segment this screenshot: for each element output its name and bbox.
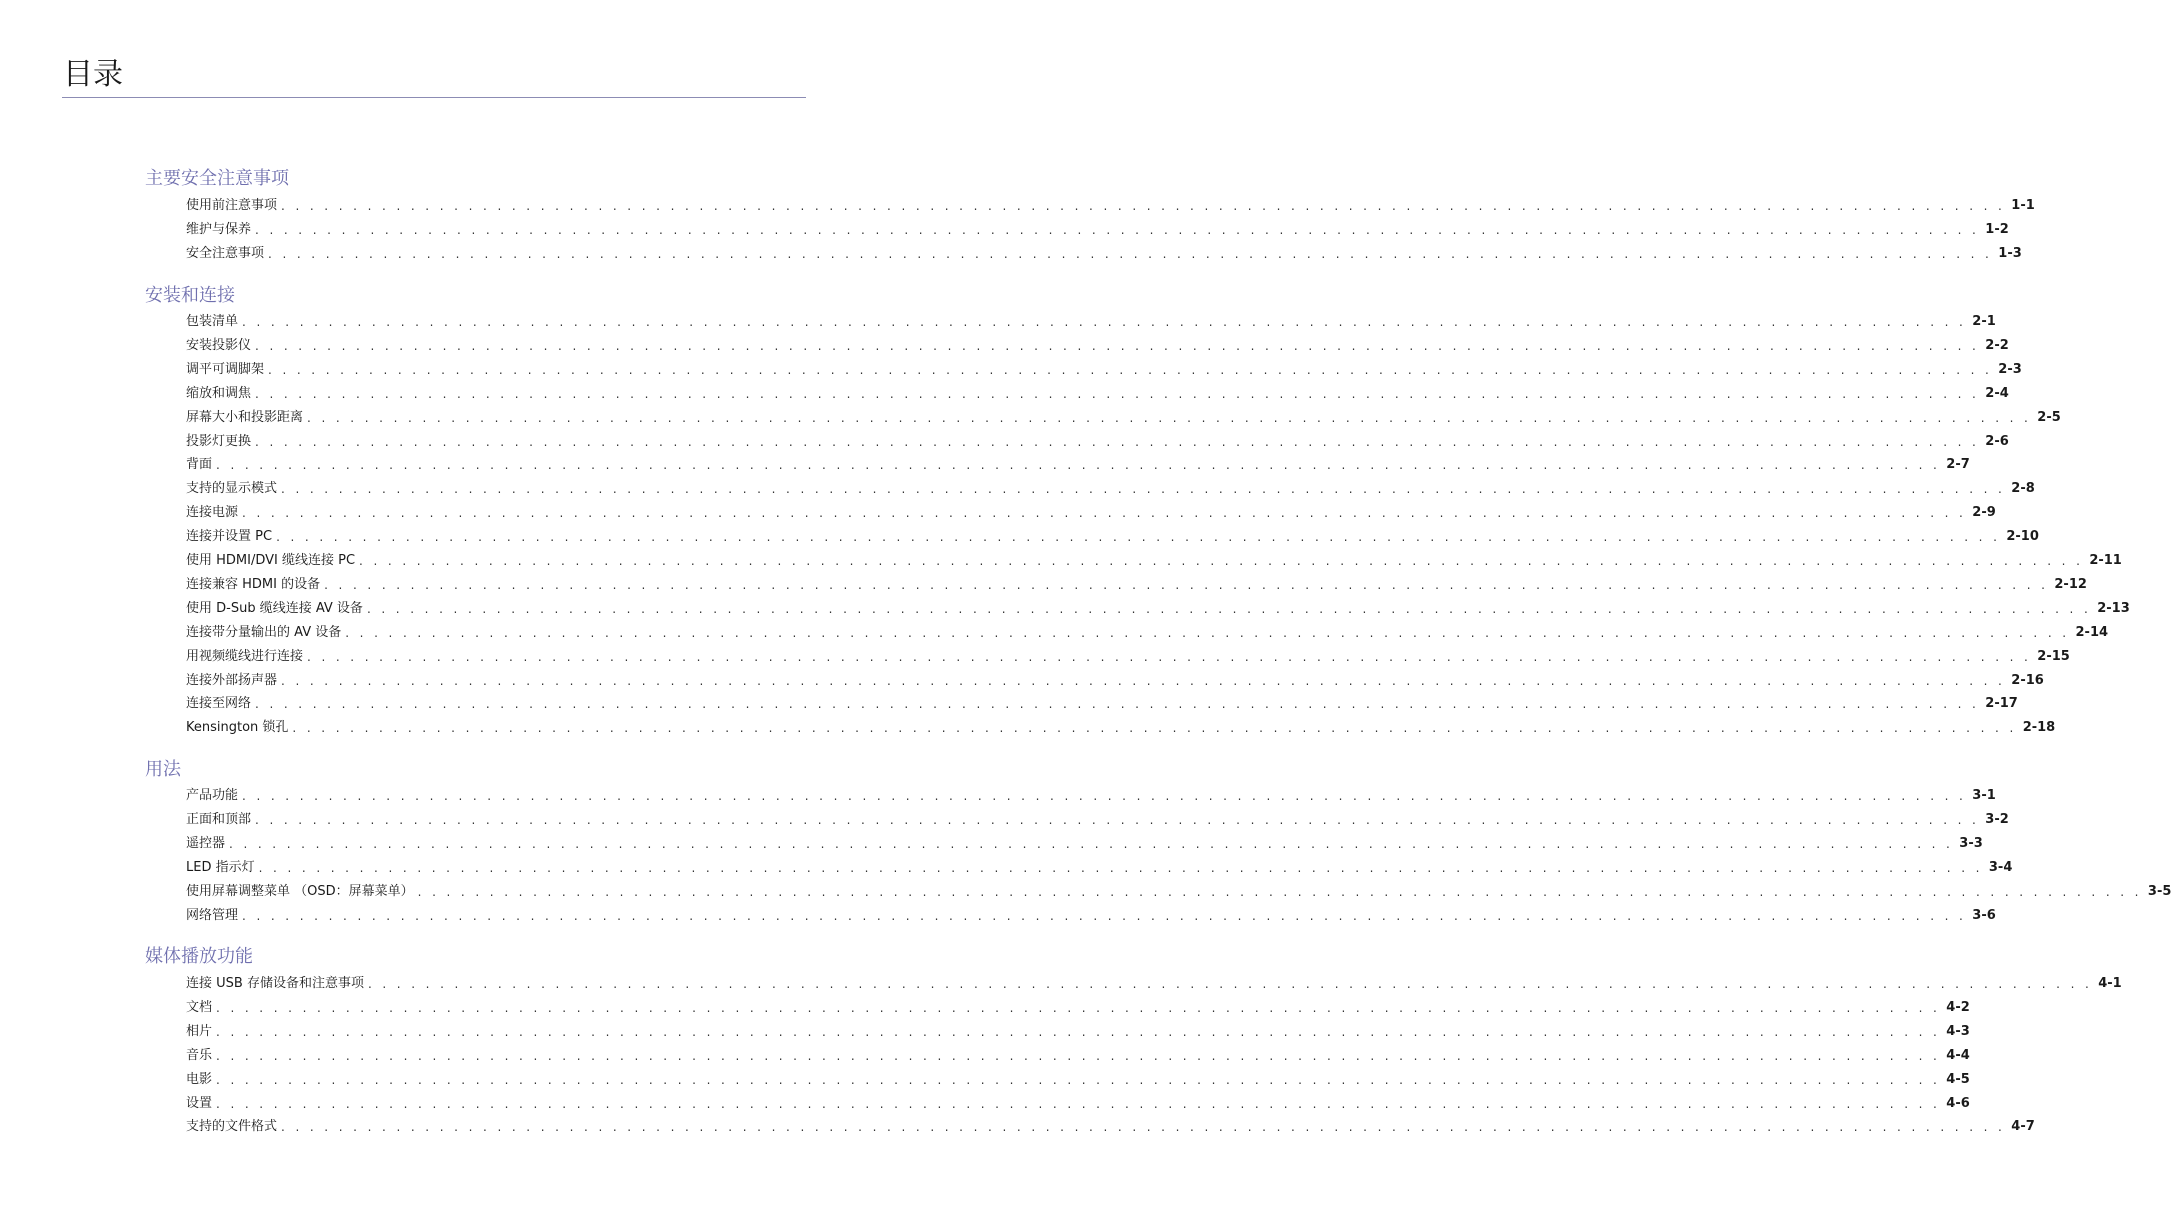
- toc-entry-label: 支持的文件格式: [186, 1119, 278, 1135]
- toc-entry[interactable]: [186, 1070, 1970, 1090]
- toc-entry[interactable]: [186, 455, 1970, 475]
- toc-entry-label: 连接带分量输出的 AV 设备: [186, 624, 342, 640]
- toc-entry[interactable]: [186, 1022, 1970, 1042]
- toc-entry-page: 3-2: [1985, 811, 2009, 827]
- toc-entry[interactable]: [186, 432, 2009, 452]
- toc-entry[interactable]: [186, 998, 1970, 1018]
- dot-leader: . . . . . . . . . . . . . . . . . . . . . . . . . . . . . . . . . . . . . . . . . . . . . . . . . . . . . . . . . . . . . . . . . . . . . . . . . . . . . . . . . . . . . . . . . . . . . . . . . . . . . . . . . . . . . . . . . . . . . . . .: [216, 458, 1941, 473]
- toc-entry[interactable]: [186, 647, 2070, 667]
- dot-leader: . . . . . . . . . . . . . . . . . . . . . . . . . . . . . . . . . . . . . . . . . . . . . . . . . . . . . . . . . . . . . . . . . . . . . . . . . . . . . . . . . . . . . . . . . . . . . . . . . . . . . . . . . . . . . . . . . . . . . . . .: [281, 482, 2006, 497]
- toc-entry-label: 连接兼容 HDMI 的设备: [186, 576, 321, 592]
- dot-leader: . . . . . . . . . . . . . . . . . . . . . . . . . . . . . . . . . . . . . . . . . . . . . . . . . . . . . . . . . . . . . . . . . . . . . . . . . . . . . . . . . . . . . . . . . . . . . . . . . . . . . . . . . . . . . . . . . . . . . . . .: [216, 1000, 1941, 1015]
- toc-entry-page: 4-5: [1946, 1071, 1970, 1087]
- toc-entry[interactable]: [186, 623, 2109, 643]
- toc-entry-page: 3-1: [1972, 788, 1996, 803]
- toc-entry-page: 4-7: [2011, 1119, 2035, 1135]
- toc-entry-label: 相片: [186, 1023, 213, 1039]
- toc-entry-label: 屏幕大小和投影距离: [186, 409, 304, 425]
- dot-leader: . . . . . . . . . . . . . . . . . . . . . . . . . . . . . . . . . . . . . . . . . . . . . . . . . . . . . . . . . . . . . . . . . . . . . . . . . . . . . . . . . . . . . . . . . . . . . . . . . . . . . . . . . . . . . . . . . . . . . . . .: [255, 338, 1980, 353]
- dot-leader: . . . . . . . . . . . . . . . . . . . . . . . . . . . . . . . . . . . . . . . . . . . . . . . . . . . . . . . . . . . . . . . . . . . . . . . . . . . . . . . . . . . . . . . . . . . . . . . . . . . . . . . . . . . . . . . . . . . . . . . .: [281, 199, 2006, 213]
- toc-entry[interactable]: [186, 906, 1996, 926]
- dot-leader: . . . . . . . . . . . . . . . . . . . . . . . . . . . . . . . . . . . . . . . . . . . . . . . . . . . . . . . . . . . . . . . . . . . . . . . . . . . . . . . . . . . . . . . . . . . . . . . . . . . . . . . . . . . . . . . . . . . . . . . .: [216, 1096, 1941, 1111]
- section-heading: 媒体播放功能: [145, 946, 253, 967]
- toc-entry-label: 投影灯更换: [186, 433, 252, 449]
- toc-entry-page: 2-11: [2089, 553, 2122, 568]
- dot-leader: . . . . . . . . . . . . . . . . . . . . . . . . . . . . . . . . . . . . . . . . . . . . . . . . . . . . . . . . . . . . . . . . . . . . . . . . . . . . . . . . . . . . . . . . . . . . . . . . . . . . . . . . . . . . . . . . . . . . . . . .: [324, 577, 2049, 592]
- toc-entry-label: Kensington 锁孔: [186, 720, 289, 736]
- page-title: 目录: [63, 57, 123, 92]
- dot-leader: . . . . . . . . . . . . . . . . . . . . . . . . . . . . . . . . . . . . . . . . . . . . . . . . . . . . . . . . . . . . . . . . . . . . . . . . . . . . . . . . . . . . . . . . . . . . . . . . . . . . . . . . . . . . . . . . . . . . . . . .: [258, 860, 1983, 875]
- toc-entry[interactable]: [186, 718, 2056, 738]
- toc-entry-page: 1-2: [1985, 221, 2009, 237]
- dot-leader: . . . . . . . . . . . . . . . . . . . . . . . . . . . . . . . . . . . . . . . . . . . . . . . . . . . . . . . . . . . . . . . . . . . . . . . . . . . . . . . . . . . . . . . . . . . . . . . . . . . . . . . . . . . . . . . . . . . . . . . .: [216, 1024, 1941, 1039]
- dot-leader: . . . . . . . . . . . . . . . . . . . . . . . . . . . . . . . . . . . . . . . . . . . . . . . . . . . . . . . . . . . . . . . . . . . . . . . . . . . . . . . . . . . . . . . . . . . . . . . . . . . . . . . . . . . . . . . . . . . . . . . .: [242, 789, 1967, 803]
- toc-entry-label: 使用屏幕调整菜单 （OSD：屏幕菜单）: [186, 883, 414, 899]
- dot-leader: . . . . . . . . . . . . . . . . . . . . . . . . . . . . . . . . . . . . . . . . . . . . . . . . . . . . . . . . . . . . . . . . . . . . . . . . . . . . . . . . . . . . . . . . . . . . . . . . . . . . . . . . . . . . . . . . . . . . . . . .: [345, 625, 2070, 640]
- toc-entry-page: 3-5: [2147, 883, 2171, 899]
- dot-leader: . . . . . . . . . . . . . . . . . . . . . . . . . . . . . . . . . . . . . . . . . . . . . . . . . . . . . . . . . . . . . . . . . . . . . . . . . . . . . . . . . . . . . . . . . . . . . . . . . . . . . . . . . . . . . . . . . . . . . . . .: [307, 649, 2032, 664]
- dot-leader: . . . . . . . . . . . . . . . . . . . . . . . . . . . . . . . . . . . . . . . . . . . . . . . . . . . . . . . . . . . . . . . . . . . . . . . . . . . . . . . . . . . . . . . . . . . . . . . . . . . . . . . . . . . . . . . . . . . . . . . .: [367, 977, 2093, 991]
- toc-entry-label: 连接并设置 PC: [186, 529, 273, 545]
- dot-leader: . . . . . . . . . . . . . . . . . . . . . . . . . . . . . . . . . . . . . . . . . . . . . . . . . . . . . . . . . . . . . . . . . . . . . . . . . . . . . . . . . . . . . . . . . . . . . . . . . . . . . . . . . . . . . . . . . . . . . . . .: [216, 1072, 1941, 1087]
- toc-entry[interactable]: [186, 196, 2035, 216]
- toc-entry-page: 2-14: [2075, 624, 2109, 640]
- toc-entry-label: 安装投影仪: [186, 337, 252, 353]
- toc-entry-label: 维护与保养: [186, 221, 252, 237]
- dot-leader: . . . . . . . . . . . . . . . . . . . . . . . . . . . . . . . . . . . . . . . . . . . . . . . . . . . . . . . . . . . . . . . . . . . . . . . . . . . . . . . . . . . . . . . . . . . . . . . . . . . . . . . . . . . . . . . . . . . . . . . .: [417, 884, 2142, 899]
- dot-leader: . . . . . . . . . . . . . . . . . . . . . . . . . . . . . . . . . . . . . . . . . . . . . . . . . . . . . . . . . . . . . . . . . . . . . . . . . . . . . . . . . . . . . . . . . . . . . . . . . . . . . . . . . . . . . . . . . . . . . . . .: [229, 836, 1954, 851]
- dot-leader: . . . . . . . . . . . . . . . . . . . . . . . . . . . . . . . . . . . . . . . . . . . . . . . . . . . . . . . . . . . . . . . . . . . . . . . . . . . . . . . . . . . . . . . . . . . . . . . . . . . . . . . . . . . . . . . . . . . . . . . .: [359, 554, 2084, 568]
- toc-entry-page: 4-2: [1946, 999, 1970, 1015]
- toc-entry-label: 支持的显示模式: [186, 481, 278, 497]
- title-divider: [62, 97, 806, 98]
- toc-entry-page: 2-6: [1985, 433, 2009, 449]
- toc-entry-page: 2-2: [1985, 337, 2009, 353]
- dot-leader: . . . . . . . . . . . . . . . . . . . . . . . . . . . . . . . . . . . . . . . . . . . . . . . . . . . . . . . . . . . . . . . . . . . . . . . . . . . . . . . . . . . . . . . . . . . . . . . . . . . . . . . . . . . . . . . . . . . . . . . .: [255, 812, 1980, 827]
- toc-entry[interactable]: [186, 527, 2039, 547]
- toc-entry[interactable]: [186, 551, 2122, 571]
- toc-entry[interactable]: [186, 503, 1996, 523]
- toc-entry[interactable]: [186, 479, 2035, 499]
- toc-entry[interactable]: [186, 384, 2009, 404]
- toc-entry-label: 正面和顶部: [186, 811, 252, 827]
- section-heading: 安装和连接: [145, 285, 235, 306]
- toc-entry[interactable]: [186, 671, 2044, 691]
- toc-entry-page: 2-16: [2011, 672, 2044, 688]
- toc-entry[interactable]: [186, 220, 2009, 240]
- toc-entry-page: 4-6: [1946, 1095, 1970, 1111]
- toc-entry[interactable]: [186, 599, 2130, 619]
- toc-entry-page: 2-1: [1972, 314, 1996, 329]
- dot-leader: . . . . . . . . . . . . . . . . . . . . . . . . . . . . . . . . . . . . . . . . . . . . . . . . . . . . . . . . . . . . . . . . . . . . . . . . . . . . . . . . . . . . . . . . . . . . . . . . . . . . . . . . . . . . . . . . . . . . . . . .: [242, 506, 1967, 521]
- toc-entry-label: 网络管理: [186, 907, 239, 923]
- toc-entry-label: 连接至网络: [186, 696, 252, 712]
- toc-entry-label: 使用前注意事项: [186, 198, 278, 213]
- toc-entry-page: 3-3: [1959, 835, 1983, 851]
- dot-leader: . . . . . . . . . . . . . . . . . . . . . . . . . . . . . . . . . . . . . . . . . . . . . . . . . . . . . . . . . . . . . . . . . . . . . . . . . . . . . . . . . . . . . . . . . . . . . . . . . . . . . . . . . . . . . . . . . . . . . . . .: [366, 601, 2092, 616]
- toc-entry[interactable]: [186, 786, 1996, 806]
- toc-entry[interactable]: [186, 882, 2171, 902]
- toc-entry[interactable]: [186, 834, 1983, 854]
- toc-entry[interactable]: [186, 858, 2013, 878]
- toc-entry-page: 2-17: [1985, 696, 2018, 712]
- toc-entry-page: 2-3: [1998, 361, 2022, 377]
- toc-entry[interactable]: [186, 1117, 2035, 1137]
- toc-entry[interactable]: [186, 360, 2022, 380]
- toc-entry-label: 电影: [186, 1071, 213, 1087]
- dot-leader: . . . . . . . . . . . . . . . . . . . . . . . . . . . . . . . . . . . . . . . . . . . . . . . . . . . . . . . . . . . . . . . . . . . . . . . . . . . . . . . . . . . . . . . . . . . . . . . . . . . . . . . . . . . . . . . . . . . . . . . .: [292, 721, 2017, 736]
- dot-leader: . . . . . . . . . . . . . . . . . . . . . . . . . . . . . . . . . . . . . . . . . . . . . . . . . . . . . . . . . . . . . . . . . . . . . . . . . . . . . . . . . . . . . . . . . . . . . . . . . . . . . . . . . . . . . . . . . . . . . . . .: [242, 315, 1967, 329]
- toc-entry-page: 2-7: [1946, 457, 1970, 473]
- toc-entry-label: 调平可调脚架: [186, 361, 265, 377]
- toc-entry[interactable]: [186, 408, 2061, 428]
- dot-leader: . . . . . . . . . . . . . . . . . . . . . . . . . . . . . . . . . . . . . . . . . . . . . . . . . . . . . . . . . . . . . . . . . . . . . . . . . . . . . . . . . . . . . . . . . . . . . . . . . . . . . . . . . . . . . . . . . . . . . . . .: [242, 908, 1967, 923]
- toc-entry-page: 2-4: [1985, 385, 2009, 401]
- toc-entry-page: 2-8: [2011, 481, 2035, 497]
- toc-entry[interactable]: [186, 244, 2022, 264]
- toc-entry-label: 设置: [186, 1095, 213, 1111]
- toc-entry-label: 缩放和调焦: [186, 385, 252, 401]
- toc-entry-label: 遥控器: [186, 835, 226, 851]
- toc-entry-page: 2-18: [2022, 720, 2056, 736]
- toc-entry-page: 2-12: [2054, 576, 2087, 592]
- dot-leader: . . . . . . . . . . . . . . . . . . . . . . . . . . . . . . . . . . . . . . . . . . . . . . . . . . . . . . . . . . . . . . . . . . . . . . . . . . . . . . . . . . . . . . . . . . . . . . . . . . . . . . . . . . . . . . . . . . . . . . . .: [281, 1120, 2006, 1135]
- dot-leader: . . . . . . . . . . . . . . . . . . . . . . . . . . . . . . . . . . . . . . . . . . . . . . . . . . . . . . . . . . . . . . . . . . . . . . . . . . . . . . . . . . . . . . . . . . . . . . . . . . . . . . . . . . . . . . . . . . . . . . . .: [216, 1048, 1941, 1063]
- dot-leader: . . . . . . . . . . . . . . . . . . . . . . . . . . . . . . . . . . . . . . . . . . . . . . . . . . . . . . . . . . . . . . . . . . . . . . . . . . . . . . . . . . . . . . . . . . . . . . . . . . . . . . . . . . . . . . . . . . . . . . . .: [255, 697, 1980, 712]
- toc-entry-page: 2-5: [2037, 409, 2061, 425]
- section-heading: 主要安全注意事项: [145, 168, 289, 189]
- toc-entry[interactable]: [186, 1046, 1970, 1066]
- toc-entry-label: 安全注意事项: [186, 245, 265, 261]
- toc-entry-page: 2-15: [2037, 648, 2070, 664]
- toc-entry-label: 背面: [186, 457, 213, 473]
- dot-leader: . . . . . . . . . . . . . . . . . . . . . . . . . . . . . . . . . . . . . . . . . . . . . . . . . . . . . . . . . . . . . . . . . . . . . . . . . . . . . . . . . . . . . . . . . . . . . . . . . . . . . . . . . . . . . . . . . . . . . . . .: [255, 386, 1980, 401]
- section-heading: 用法: [145, 759, 181, 780]
- dot-leader: . . . . . . . . . . . . . . . . . . . . . . . . . . . . . . . . . . . . . . . . . . . . . . . . . . . . . . . . . . . . . . . . . . . . . . . . . . . . . . . . . . . . . . . . . . . . . . . . . . . . . . . . . . . . . . . . . . . . . . . .: [268, 246, 1993, 261]
- toc-entry-label: 连接电源: [186, 505, 239, 521]
- toc-entry[interactable]: [186, 974, 2122, 994]
- toc-entry-label: LED 指示灯: [186, 859, 255, 875]
- toc-entry-page: 4-1: [2098, 976, 2122, 991]
- toc-entry-label: 用视频缆线进行连接: [186, 648, 304, 664]
- toc-entry-page: 2-13: [2097, 600, 2130, 616]
- toc-entry-label: 使用 HDMI/DVI 缆线连接 PC: [186, 553, 356, 568]
- toc-entry-page: 1-3: [1998, 245, 2022, 261]
- toc-entry[interactable]: [186, 694, 2018, 714]
- toc-entry-page: 3-6: [1972, 907, 1996, 923]
- toc-entry-page: 3-4: [1988, 859, 2013, 875]
- toc-entry[interactable]: [186, 336, 2009, 356]
- toc-entry-page: 4-4: [1946, 1047, 1970, 1063]
- dot-leader: . . . . . . . . . . . . . . . . . . . . . . . . . . . . . . . . . . . . . . . . . . . . . . . . . . . . . . . . . . . . . . . . . . . . . . . . . . . . . . . . . . . . . . . . . . . . . . . . . . . . . . . . . . . . . . . . . . . . . . . .: [281, 673, 2006, 688]
- toc-entry-label: 包装清单: [186, 314, 239, 329]
- toc-entry-label: 音乐: [186, 1047, 213, 1063]
- toc-entry-label: 使用 D-Sub 缆线连接 AV 设备: [186, 600, 363, 616]
- toc-entry-page: 1-1: [2011, 198, 2035, 213]
- dot-leader: . . . . . . . . . . . . . . . . . . . . . . . . . . . . . . . . . . . . . . . . . . . . . . . . . . . . . . . . . . . . . . . . . . . . . . . . . . . . . . . . . . . . . . . . . . . . . . . . . . . . . . . . . . . . . . . . . . . . . . . .: [255, 434, 1980, 449]
- toc-entry-label: 文档: [186, 999, 213, 1015]
- dot-leader: . . . . . . . . . . . . . . . . . . . . . . . . . . . . . . . . . . . . . . . . . . . . . . . . . . . . . . . . . . . . . . . . . . . . . . . . . . . . . . . . . . . . . . . . . . . . . . . . . . . . . . . . . . . . . . . . . . . . . . . .: [268, 362, 1993, 377]
- toc-entry-page: 4-3: [1946, 1023, 1970, 1039]
- toc-entry-page: 2-9: [1972, 505, 1996, 521]
- toc-entry[interactable]: [186, 1094, 1970, 1114]
- toc-entry-label: 连接外部扬声器: [186, 672, 278, 688]
- toc-entry-page: 2-10: [2006, 529, 2039, 545]
- toc-entry[interactable]: [186, 810, 2009, 830]
- dot-leader: . . . . . . . . . . . . . . . . . . . . . . . . . . . . . . . . . . . . . . . . . . . . . . . . . . . . . . . . . . . . . . . . . . . . . . . . . . . . . . . . . . . . . . . . . . . . . . . . . . . . . . . . . . . . . . . . . . . . . . . .: [276, 530, 2001, 545]
- toc-entry[interactable]: [186, 312, 1996, 332]
- dot-leader: . . . . . . . . . . . . . . . . . . . . . . . . . . . . . . . . . . . . . . . . . . . . . . . . . . . . . . . . . . . . . . . . . . . . . . . . . . . . . . . . . . . . . . . . . . . . . . . . . . . . . . . . . . . . . . . . . . . . . . . .: [255, 222, 1980, 237]
- toc-entry-label: 连接 USB 存储设备和注意事项: [186, 976, 364, 991]
- toc-entry[interactable]: [186, 575, 2087, 595]
- toc-entry-label: 产品功能: [186, 788, 239, 803]
- dot-leader: . . . . . . . . . . . . . . . . . . . . . . . . . . . . . . . . . . . . . . . . . . . . . . . . . . . . . . . . . . . . . . . . . . . . . . . . . . . . . . . . . . . . . . . . . . . . . . . . . . . . . . . . . . . . . . . . . . . . . . . .: [307, 410, 2032, 425]
